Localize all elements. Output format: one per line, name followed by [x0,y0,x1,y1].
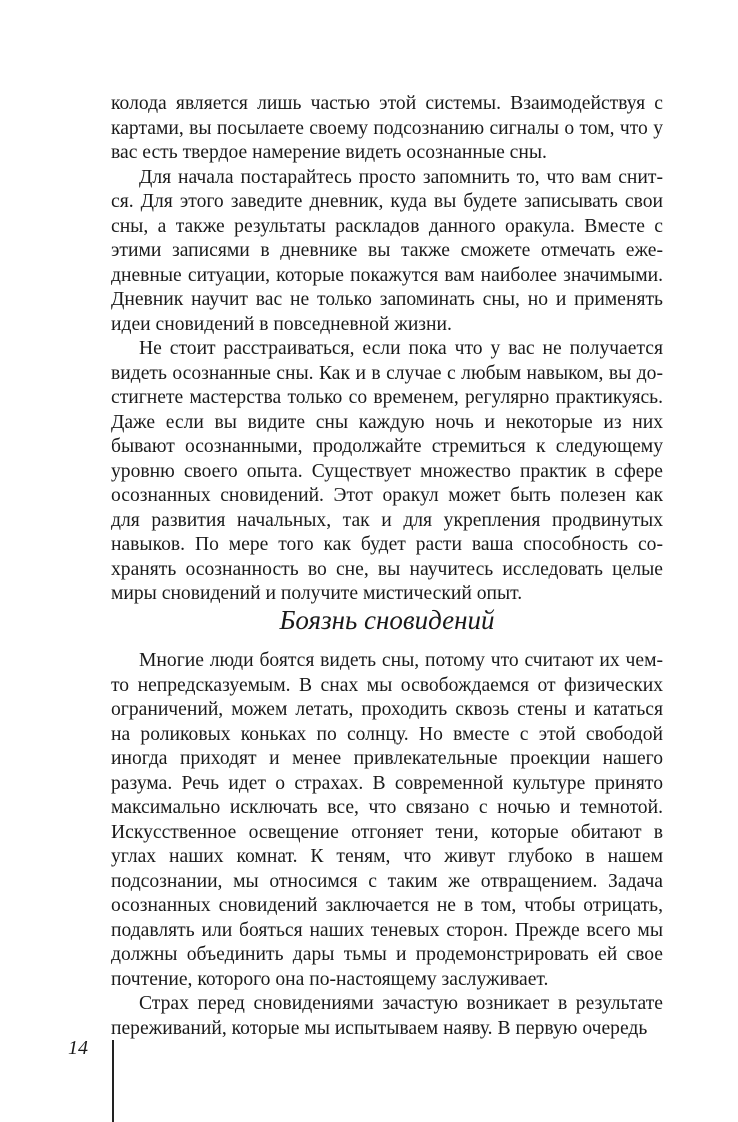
section-heading: Боязнь сновидений [279,605,495,635]
paragraph-fear-origin: Страх перед сновидениями зачастую возникает в результате переживаний, которые мы испытываем наяву. В первую очередь [111,993,663,1039]
body-text-section [111,649,663,1041]
paragraph-dream-journal: Для начала постарайтесь просто запомнить то, что вам снится. Для этого заведите дневник, куда вы будете записывать свои сны, а также результаты раскладов данного оракула. Вместе с этими записями в дневнике вы также сможете отмечать ежедневные ситуации, которые покажутся вам наиболее значимыми. Дневник научит вас не только запоминать сны, но и применять идеи сновидений в повседневной жизни. [111,166,663,335]
page-number: 14 [68,1037,88,1059]
paragraph-lucid-practice: Не стоит расстраиваться, если пока что у вас не получается видеть осознанные сны. Как и в случае с любым навыком, вы достигнете мастерства только со временем, регулярно практикуясь. Даже если вы видите сны каждую ночь и некоторые из них бывают осознанными, продолжайте стремиться к следующему уровню своего опыта. Существует множество практик в сфере осознанных сновидений. Этот оракул может быть полезен как для развития начальных, так и для укрепления продвинутых навыков. По мере того как будет расти ваша способность сохранять осознанность во сне, вы научитесь исследовать целые миры сновидений и получите мистический опыт. [111,338,663,604]
body-text-top [111,92,663,607]
page-margin-rule [112,1040,114,1122]
paragraph-continuation: колода является лишь частью этой системы. Взаимодействуя с картами, вы посылаете своему подсознанию сигналы о том, что у вас есть твердое намерение видеть осознанные сны. [111,93,663,163]
paragraph-fear-of-dreams: Многие люди боятся видеть сны, потому что считают их чем-то непредсказуемым. В снах мы освобождаемся от физических ограничений, можем летать, проходить сквозь стены и кататься на роликовых коньках по солнцу. Но вместе с этой свободой иногда приходят и менее привлекательные проекции нашего разума. Речь идет о страхах. В современной культуре принято максимально исключать все, что связано с ночью и темнотой. Искусственное освещение отгоняет тени, которые обитают в углах наших комнат. К теням, что живут глубоко в нашем подсознании, мы относимся с таким же отвращением. Задача осознанных сновидений заключается не в том, чтобы отрицать, подавлять или бояться наших теневых сторон. Прежде всего мы должны объединить дары тьмы и продемонстрировать ей свое почтение, которого она по-настоящему заслуживает. [111,650,663,990]
